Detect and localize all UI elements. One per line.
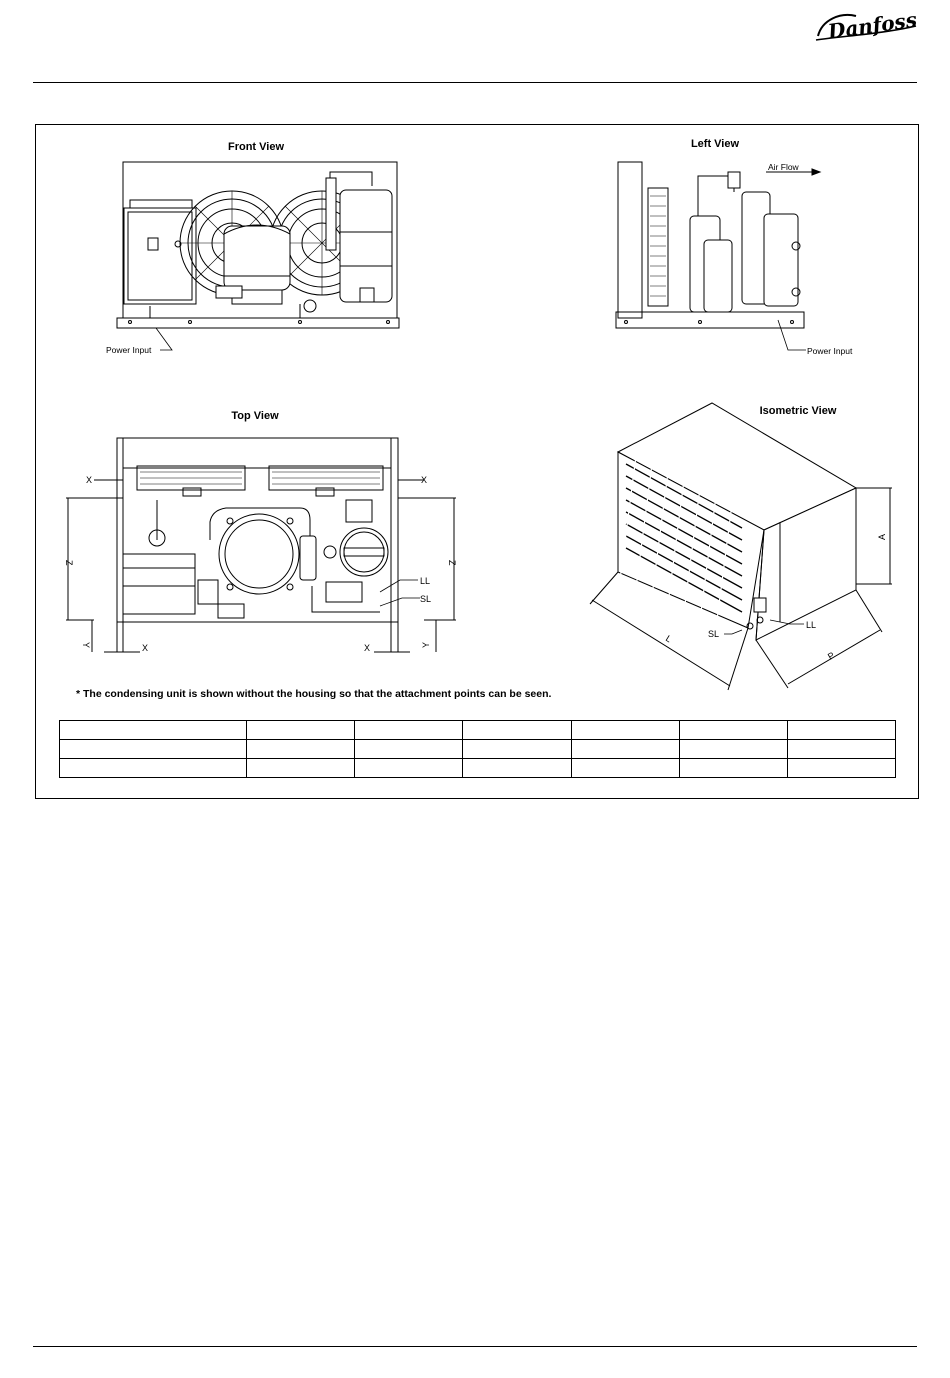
front-view-drawing [117, 162, 399, 350]
top-ll-label: LL [420, 576, 431, 586]
isometric-view-drawing [590, 403, 892, 690]
table-cell [788, 740, 896, 759]
table-cell [680, 740, 788, 759]
top-dim-y-right: Y [421, 641, 431, 648]
top-dim-z-left: Z [64, 560, 74, 566]
table-row [60, 759, 896, 778]
top-dim-x-bottom-left: X [142, 643, 149, 653]
dimensions-table [59, 720, 896, 778]
iso-ll-label: LL [806, 620, 817, 630]
table-cell [355, 759, 463, 778]
table-cell [247, 759, 355, 778]
table-cell [572, 740, 680, 759]
table-cell [247, 740, 355, 759]
top-view-drawing [66, 438, 456, 652]
front-view-title: Front View [227, 141, 285, 153]
left-view-title: Left View [690, 138, 740, 150]
iso-dim-l: L [663, 633, 674, 645]
top-view-title: Top View [231, 410, 279, 422]
table-cell [680, 721, 788, 740]
top-dim-x-left: X [86, 475, 93, 485]
iso-dim-p: P [826, 650, 837, 662]
table-row [60, 721, 896, 740]
table-cell [788, 721, 896, 740]
table-cell [788, 759, 896, 778]
airflow-label: Air Flow [768, 162, 799, 172]
table-cell [355, 721, 463, 740]
table-cell [463, 740, 572, 759]
table-cell [60, 721, 247, 740]
table-row [60, 740, 896, 759]
table-cell [247, 721, 355, 740]
table-cell [463, 721, 572, 740]
table-cell [60, 740, 247, 759]
isometric-view-title: Isometric View [759, 405, 837, 417]
front-power-input-label: Power Input [106, 345, 152, 355]
table-cell [355, 740, 463, 759]
table-cell [572, 759, 680, 778]
table-cell [572, 721, 680, 740]
left-power-input-label: Power Input [807, 346, 853, 356]
top-dim-x-bottom-right: X [364, 643, 371, 653]
table-cell [680, 759, 788, 778]
top-dim-y-left: Y [81, 642, 91, 649]
iso-dim-a: A [877, 533, 887, 540]
table-cell [463, 759, 572, 778]
left-view-drawing [616, 162, 820, 350]
top-dim-x-right: X [421, 475, 428, 485]
housing-note: * The condensing unit is shown without the housing so that the attachment points can be seen. [76, 688, 552, 700]
table-cell [60, 759, 247, 778]
top-sl-label: SL [420, 594, 432, 604]
iso-sl-label: SL [708, 629, 720, 639]
svg-text:Danfoss: Danfoss [826, 7, 919, 44]
top-dim-z-right: Z [447, 560, 457, 566]
